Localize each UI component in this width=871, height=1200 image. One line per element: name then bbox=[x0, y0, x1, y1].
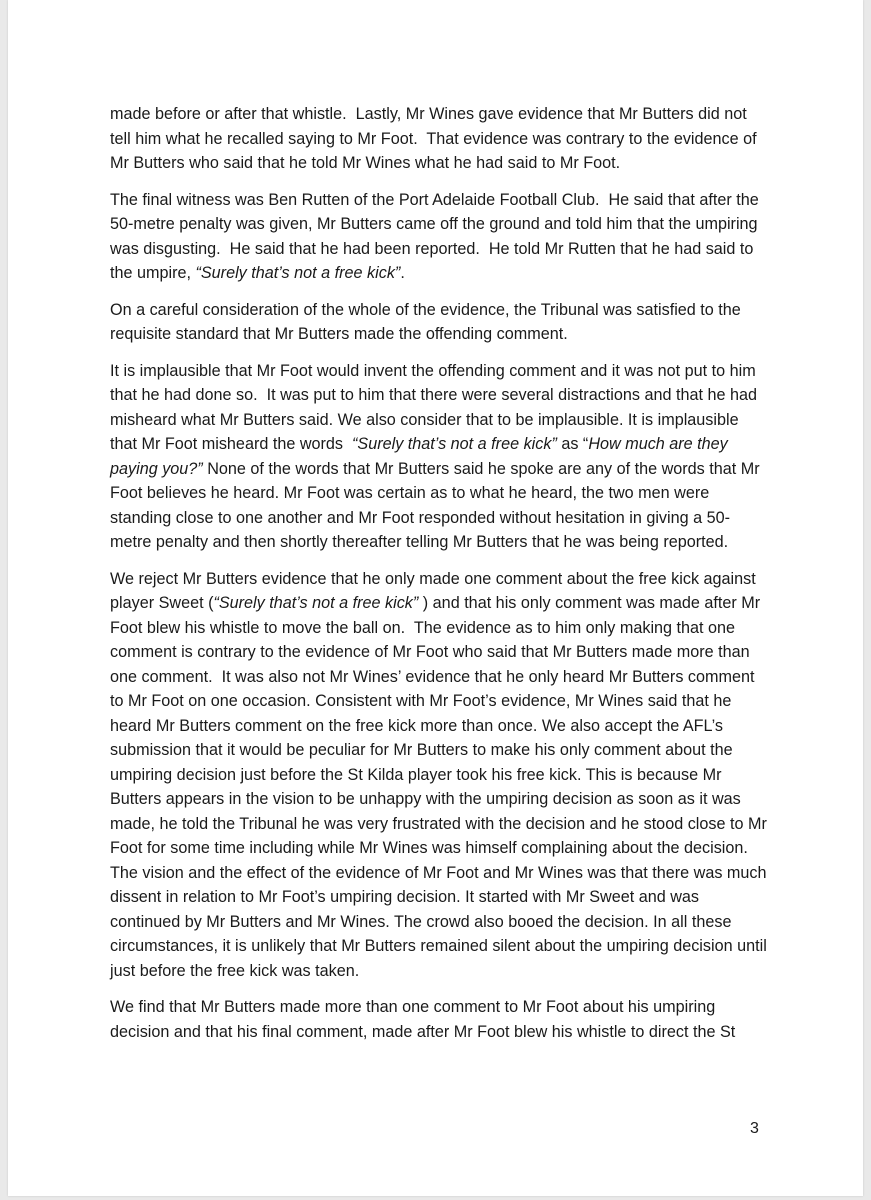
paragraph bbox=[110, 298, 770, 347]
paragraph bbox=[110, 995, 770, 1044]
paragraph-text: It is implausible that Mr Foot would invent the offending comment and it was not put to him that he had done so. It was put to him that there were several distractions and that he had misheard what Mr Butters said. We also consider that to be implausible. It is implausible that Mr Foot misheard the words bbox=[110, 361, 762, 453]
paragraph-text: The final witness was Ben Rutten of the Port Adelaide Football Club. He said that after the 50-metre penalty was given, Mr Butters came off the ground and told him that the umpiring was disgusting. He said that he had been reported. He told Mr Rutten that he had said to the umpire, bbox=[110, 190, 764, 282]
quoted-text: “Surely that’s not a free kick” bbox=[213, 594, 419, 612]
paragraph-text: . bbox=[400, 264, 405, 282]
document-page bbox=[8, 0, 863, 1196]
document-body bbox=[110, 102, 770, 1056]
paragraph bbox=[110, 567, 770, 984]
quoted-text: “Surely that’s not a free kick” bbox=[352, 435, 557, 453]
page-number: 3 bbox=[750, 1120, 759, 1137]
quoted-text: How much are they paying you?” bbox=[110, 435, 728, 478]
paragraph-text: None of the words that Mr Butters said he spoke are any of the words that Mr Foot believes he heard. Mr Foot was certain as to what he heard, the two men were standing close to one another and Mr Foot responded without hesitation in giving a 50-metre penalty and then shortly thereafter telling Mr Butters that he was being reported. bbox=[110, 459, 765, 551]
paragraph bbox=[110, 102, 770, 176]
paragraph-text: On a careful consideration of the whole of the evidence, the Tribunal was satisfied to the requisite standard that Mr Butters made the offending comment. bbox=[110, 300, 746, 343]
paragraph bbox=[110, 359, 770, 555]
paragraph-text: ) and that his only comment was made after Mr Foot blew his whistle to move the ball on. The evidence as to him only making that one comment is contrary to the evidence of Mr Foot who said that Mr Butters made more than one comment. It was also not Mr Wines’ evidence that he only heard Mr Butters comment to Mr Foot on one occasion. Consistent with Mr Foot’s evidence, Mr Wines said that he heard Mr Butters comment on the free kick more than once. We also accept the AFL’s submission that it would be peculiar for Mr Butters to make his only comment about the umpiring decision just before the St Kilda player took his free kick. This is because Mr Butters appears in the vision to be unhappy with the umpiring decision as soon as it was made, he told the Tribunal he was very frustrated with the decision and he stood close to Mr Foot for some time including while Mr Wines was himself complaining about the decision. The vision and the effect of the evidence of Mr Foot and Mr Wines was that there was much dissent in relation to Mr Foot’s umpiring decision. It started with Mr Sweet and was continued by Mr Butters and Mr Wines. The crowd also booed the decision. In all these circumstances, it is unlikely that Mr Butters remained silent about the umpiring decision until just before the free kick was taken. bbox=[110, 594, 772, 980]
paragraph-text: as “ bbox=[556, 435, 589, 453]
quoted-text: “Surely that’s not a free kick” bbox=[195, 264, 401, 282]
paragraph bbox=[110, 188, 770, 286]
paragraph-text: made before or after that whistle. Lastly, Mr Wines gave evidence that Mr Butters did not tell him what he recalled saying to Mr Foot. That evidence was contrary to the evidence of Mr Butters who said that he told Mr Wines what he had said to Mr Foot. bbox=[110, 105, 762, 172]
paragraph-text: We reject Mr Butters evidence that he only made one comment about the free kick against player Sweet ( bbox=[110, 569, 761, 612]
paragraph-text: We find that Mr Butters made more than one comment to Mr Foot about his umpiring decision and that his final comment, made after Mr Foot blew his whistle to direct the St bbox=[110, 998, 736, 1041]
